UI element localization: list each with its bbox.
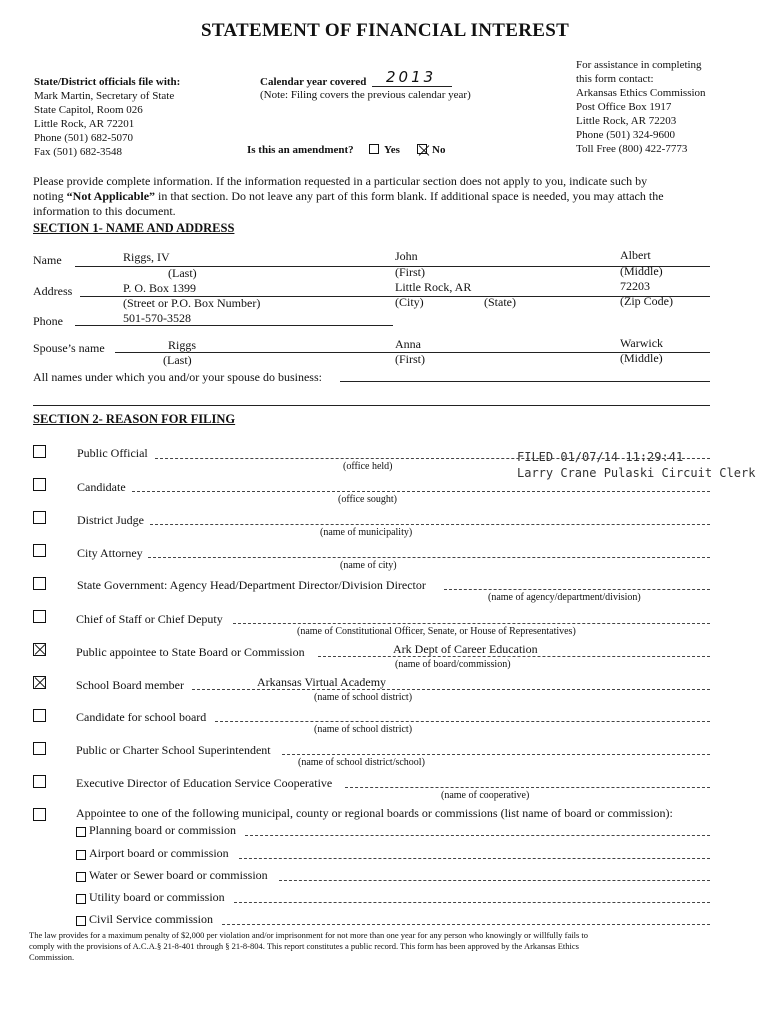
zip-field[interactable]: 72203: [620, 279, 650, 293]
assistance-line: For assistance in completing: [576, 59, 702, 71]
chief-of-staff-label: Chief of Staff or Chief Deputy: [76, 612, 223, 626]
section1-heading: SECTION 1- NAME AND ADDRESS: [33, 221, 235, 235]
spouse-last-field[interactable]: Riggs: [168, 338, 197, 352]
calendar-note: (Note: Filing covers the previous calendar year): [260, 89, 471, 101]
legal-line: Commission.: [29, 952, 75, 962]
city-field[interactable]: Little Rock, AR: [395, 280, 472, 294]
calendar-year-field[interactable]: 2013: [386, 68, 437, 86]
amendment-no-label: No: [432, 144, 446, 156]
school-board-member-label: School Board member: [76, 678, 184, 692]
filer-line: Fax (501) 682-3548: [34, 146, 122, 158]
constitutional-officer-caption: (name of Constitutional Officer, Senate, or House of Representatives): [297, 626, 576, 637]
public-appointee-label: Public appointee to State Board or Commission: [76, 645, 305, 659]
assistance-block: [576, 58, 706, 156]
municipality-field[interactable]: [150, 524, 710, 525]
airport-board-label: Airport board or commission: [89, 846, 229, 860]
assistance-line: this form contact:: [576, 73, 654, 85]
filer-line: Little Rock, AR 72201: [34, 118, 135, 130]
instructions-line: Please provide complete information. If the information requested in a particular section does not apply to you, indicate such by: [33, 174, 648, 188]
office-sought-field[interactable]: [132, 491, 710, 492]
school-board-candidate-label: Candidate for school board: [76, 710, 207, 724]
phone-label: Phone: [33, 314, 63, 328]
constitutional-officer-field[interactable]: [233, 623, 710, 624]
state-government-checkbox[interactable]: [33, 577, 46, 590]
amendment-yes-checkbox[interactable]: [369, 144, 379, 154]
school-board-candidate-checkbox[interactable]: [33, 709, 46, 722]
amendment-no-checkbox[interactable]: [417, 144, 427, 154]
assistance-line: Post Office Box 1917: [576, 101, 672, 113]
district-judge-label: District Judge: [77, 513, 144, 527]
street-field[interactable]: P. O. Box 1399: [123, 281, 197, 295]
superintendent-district-caption: (name of school district/school): [298, 757, 425, 768]
superintendent-label: Public or Charter School Superintendent: [76, 743, 271, 757]
form-title: STATEMENT OF FINANCIAL INTEREST: [200, 20, 570, 41]
planning-board-label: Planning board or commission: [89, 823, 236, 837]
executive-director-checkbox[interactable]: [33, 775, 46, 788]
civil-service-field[interactable]: [222, 924, 710, 925]
business-label: All names under which you and/or your spouse do business:: [33, 370, 322, 384]
instructions-line: information to this document.: [33, 204, 176, 218]
agency-caption: (name of agency/department/division): [488, 592, 641, 603]
appointee-boards-checkbox[interactable]: [33, 808, 46, 821]
planning-board-checkbox[interactable]: [76, 827, 86, 837]
state-government-label: State Government: Agency Head/Department Director/Division Director: [77, 578, 426, 592]
cooperative-field[interactable]: [345, 787, 710, 788]
city-name-caption: (name of city): [340, 560, 397, 571]
calendar-label: Calendar year covered: [260, 76, 367, 88]
name-label: Name: [33, 253, 62, 267]
city-attorney-checkbox[interactable]: [33, 544, 46, 557]
spouse-first-caption: (First): [395, 352, 425, 366]
superintendent-district-field[interactable]: [282, 754, 710, 755]
candidate-district-caption: (name of school district): [314, 724, 413, 735]
phone-field[interactable]: 501-570-3528: [123, 311, 191, 325]
middle-name-field[interactable]: Albert: [620, 248, 651, 262]
filer-line: Phone (501) 682-5070: [34, 132, 133, 144]
legal-line: The law provides for a maximum penalty of $2,000 per violation and/or imprisonment for not more than one year for any person who knowingly or willfully fails to: [29, 930, 588, 940]
airport-board-field[interactable]: [239, 858, 710, 859]
spouse-middle-field[interactable]: Warwick: [620, 336, 664, 350]
spouse-first-field[interactable]: Anna: [395, 337, 421, 351]
water-board-field[interactable]: [279, 880, 710, 881]
assistance-line: Little Rock, AR 72203: [576, 115, 677, 127]
last-name-field[interactable]: Riggs, IV: [123, 250, 170, 264]
chief-of-staff-checkbox[interactable]: [33, 610, 46, 623]
candidate-label: Candidate: [77, 480, 126, 494]
civil-service-label: Civil Service commission: [89, 912, 213, 926]
filer-heading: State/District officials file with:: [34, 76, 181, 88]
business-field-extra[interactable]: [33, 405, 710, 406]
amendment-yes-label: Yes: [384, 144, 400, 156]
school-board-member-checkbox[interactable]: [33, 676, 46, 689]
business-field[interactable]: [340, 381, 710, 382]
water-board-label: Water or Sewer board or commission: [89, 868, 268, 882]
legal-notice: [29, 930, 588, 963]
clerk-stamp: Larry Crane Pulaski Circuit Clerk: [517, 466, 756, 480]
zip-caption: (Zip Code): [620, 294, 673, 308]
public-official-checkbox[interactable]: [33, 445, 46, 458]
utility-board-label: Utility board or commission: [89, 890, 225, 904]
street-caption: (Street or P.O. Box Number): [123, 296, 261, 310]
agency-field[interactable]: [444, 589, 710, 590]
school-district-caption: (name of school district): [314, 692, 413, 703]
middle-caption: (Middle): [620, 264, 663, 278]
utility-board-checkbox[interactable]: [76, 894, 86, 904]
water-board-checkbox[interactable]: [76, 872, 86, 882]
legal-line: comply with the provisions of A.C.A.§ 21-8-401 through § 21-8-804. This report constitutes a public record. This form has been approved by the Arkansas Ethics: [29, 941, 579, 951]
amendment-label: Is this an amendment?: [247, 144, 354, 156]
candidate-checkbox[interactable]: [33, 478, 46, 491]
board-commission-caption: (name of board/commission): [395, 659, 511, 670]
not-applicable-text: “Not Applicable”: [66, 189, 156, 203]
office-held-caption: (office held): [343, 461, 393, 472]
first-name-field[interactable]: John: [395, 249, 418, 263]
filer-line: State Capitol, Room 026: [34, 104, 143, 116]
cooperative-caption: (name of cooperative): [441, 790, 530, 801]
spouse-label: Spouse’s name: [33, 341, 105, 355]
last-caption: (Last): [168, 266, 197, 280]
first-caption: (First): [395, 265, 425, 279]
filed-stamp: FILED 01/07/14 11:29:41: [517, 450, 684, 464]
instructions-text: noting: [33, 189, 67, 203]
instructions-text: in that section. Do not leave any part of this form blank. If additional space is needed, you may attach the: [155, 189, 664, 203]
executive-director-label: Executive Director of Education Service Cooperative: [76, 776, 333, 790]
public-official-label: Public Official: [77, 446, 148, 460]
office-held-field[interactable]: [155, 458, 710, 459]
superintendent-checkbox[interactable]: [33, 742, 46, 755]
planning-board-field[interactable]: [245, 835, 710, 836]
assistance-line: Toll Free (800) 422-7773: [576, 143, 688, 155]
instructions: [33, 174, 664, 219]
appointee-boards-label: Appointee to one of the following municipal, county or regional boards or commissions (list name of board or commission):: [76, 806, 673, 820]
public-appointee-checkbox[interactable]: [33, 643, 46, 656]
assistance-line: Arkansas Ethics Commission: [576, 87, 706, 99]
office-sought-caption: (office sought): [338, 494, 397, 505]
candidate-district-field[interactable]: [215, 721, 710, 722]
school-district-field[interactable]: Arkansas Virtual Academy: [257, 675, 387, 689]
district-judge-checkbox[interactable]: [33, 511, 46, 524]
section2-heading: SECTION 2- REASON FOR FILING: [33, 412, 236, 426]
spouse-last-caption: (Last): [163, 353, 192, 367]
municipality-caption: (name of municipality): [320, 527, 413, 538]
airport-board-checkbox[interactable]: [76, 850, 86, 860]
city-caption: (City): [395, 295, 424, 309]
city-attorney-label: City Attorney: [77, 546, 143, 560]
civil-service-checkbox[interactable]: [76, 916, 86, 926]
city-name-field[interactable]: [148, 557, 710, 558]
utility-board-field[interactable]: [234, 902, 710, 903]
spouse-middle-caption: (Middle): [620, 351, 663, 365]
board-commission-field[interactable]: Ark Dept of Career Education: [393, 642, 538, 656]
assistance-line: Phone (501) 324-9600: [576, 129, 675, 141]
filer-block: [34, 75, 180, 159]
address-label: Address: [33, 284, 73, 298]
filer-line: Mark Martin, Secretary of State: [34, 90, 175, 102]
state-caption: (State): [484, 295, 516, 309]
